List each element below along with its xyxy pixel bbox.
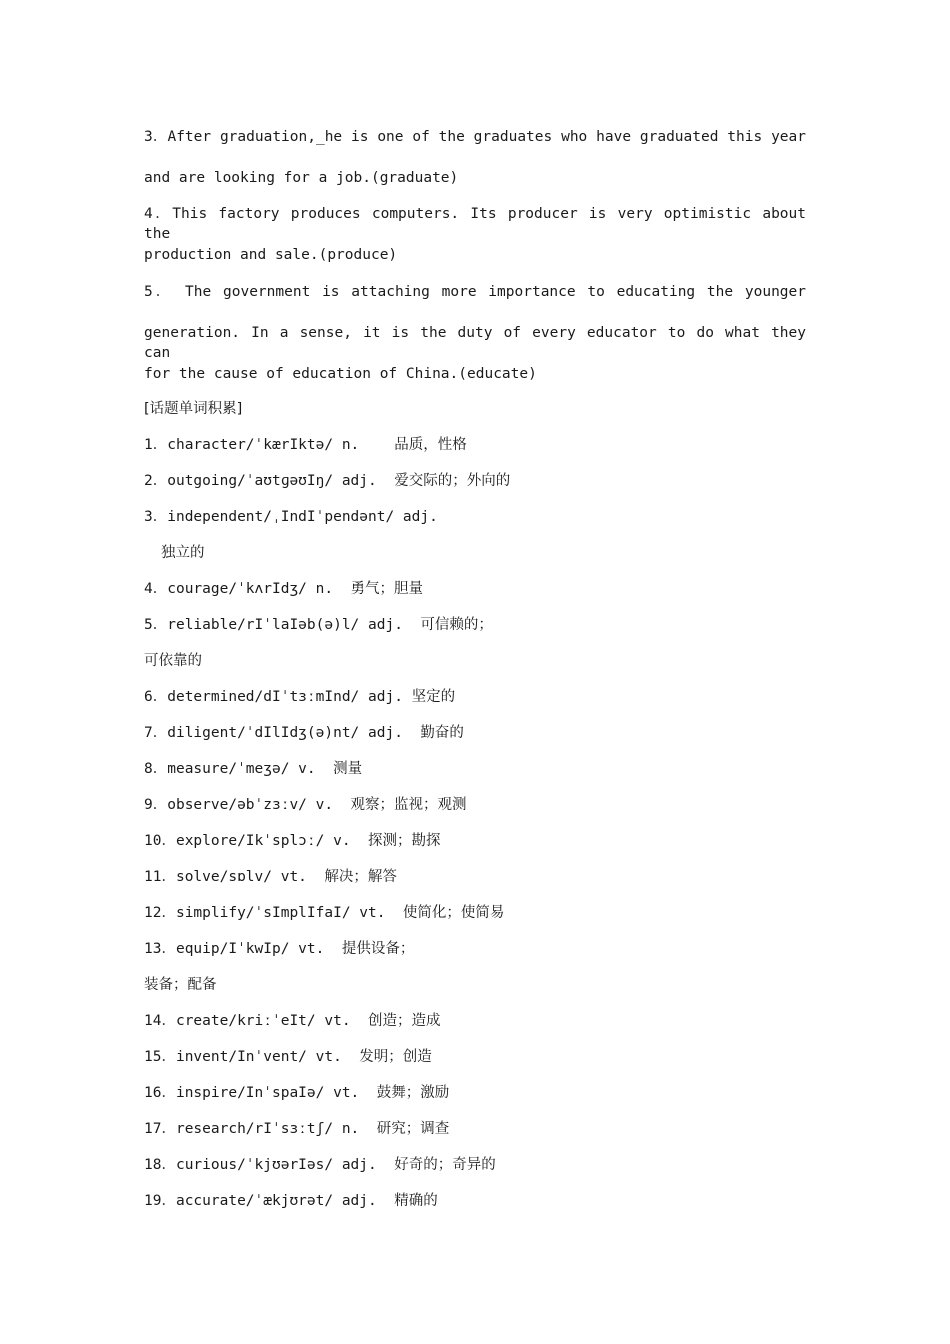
vocab-item-15: 15．invent/Inˈvent/ vt. 发明；创造 xyxy=(144,1049,432,1065)
vocab-item-6: 6．determined/dIˈtɜːmInd/ adj. 坚定的 xyxy=(144,689,456,705)
sentence-3-line-1: 3．After graduation,_he is one of the graduates who have graduated this year xyxy=(144,129,806,145)
vocab-item-4: 4．courage/ˈkʌrIdʒ/ n. 勇气；胆量 xyxy=(144,581,424,597)
vocab-item-8: 8．measure/ˈmeʒə/ v. 测量 xyxy=(144,761,363,777)
vocab-item-11: 11．solve/sɒlv/ vt. 解决；解答 xyxy=(144,869,397,885)
vocab-item-17: 17．research/rIˈsɜːtʃ/ n. 研究；调查 xyxy=(144,1121,450,1137)
vocab-item-2: 2．outgoing/ˈaʊtɡəʊIŋ/ adj. 爱交际的；外向的 xyxy=(144,473,511,489)
vocab-item-3-continuation: 独立的 xyxy=(161,545,205,561)
vocab-item-13-continuation: 装备；配备 xyxy=(144,977,217,993)
sentence-5-line-1: 5． The government is attaching more importance to educating the younger xyxy=(144,284,806,300)
section-title: [话题单词积累] xyxy=(144,401,243,417)
sentence-5-line-2: generation. In a sense, it is the duty of every educator to do what they can xyxy=(144,325,806,361)
sentence-4-line-2: production and sale.(produce) xyxy=(144,247,398,263)
sentence-3-line-2: and are looking for a job.(graduate) xyxy=(144,170,459,186)
vocab-item-10: 10．explore/Ikˈsplɔː/ v. 探测；勘探 xyxy=(144,833,441,849)
vocab-item-14: 14．create/kriːˈeIt/ vt. 创造；造成 xyxy=(144,1013,441,1029)
sentence-5-line-3: for the cause of education of China.(educate) xyxy=(144,366,537,382)
vocab-item-18: 18．curious/ˈkjʊərIəs/ adj. 好奇的；奇异的 xyxy=(144,1157,496,1173)
vocab-item-3: 3．independent/ˌIndIˈpendənt/ adj. xyxy=(144,509,438,525)
vocab-item-5: 5．reliable/rIˈlaIəb(ə)l/ adj. 可信赖的； xyxy=(144,617,493,633)
sentence-4-line-1: 4．This factory produces computers. Its producer is very optimistic about the xyxy=(144,206,806,242)
vocab-item-13: 13．equip/IˈkwIp/ vt. 提供设备； xyxy=(144,941,415,957)
vocab-item-16: 16．inspire/InˈspaIə/ vt. 鼓舞；激励 xyxy=(144,1085,450,1101)
vocab-item-1: 1．character/ˈkærIktə/ n. 品质，性格 xyxy=(144,437,467,453)
vocab-item-19: 19．accurate/ˈækjʊrət/ adj. 精确的 xyxy=(144,1193,438,1209)
vocab-item-12: 12．simplify/ˈsImplIfaI/ vt. 使简化；使简易 xyxy=(144,905,505,921)
vocab-item-7: 7．diligent/ˈdIlIdʒ(ə)nt/ adj. 勤奋的 xyxy=(144,725,464,741)
vocab-item-9: 9．observe/əbˈzɜːv/ v. 观察；监视；观测 xyxy=(144,797,467,813)
vocab-item-5-continuation: 可依靠的 xyxy=(144,653,202,669)
